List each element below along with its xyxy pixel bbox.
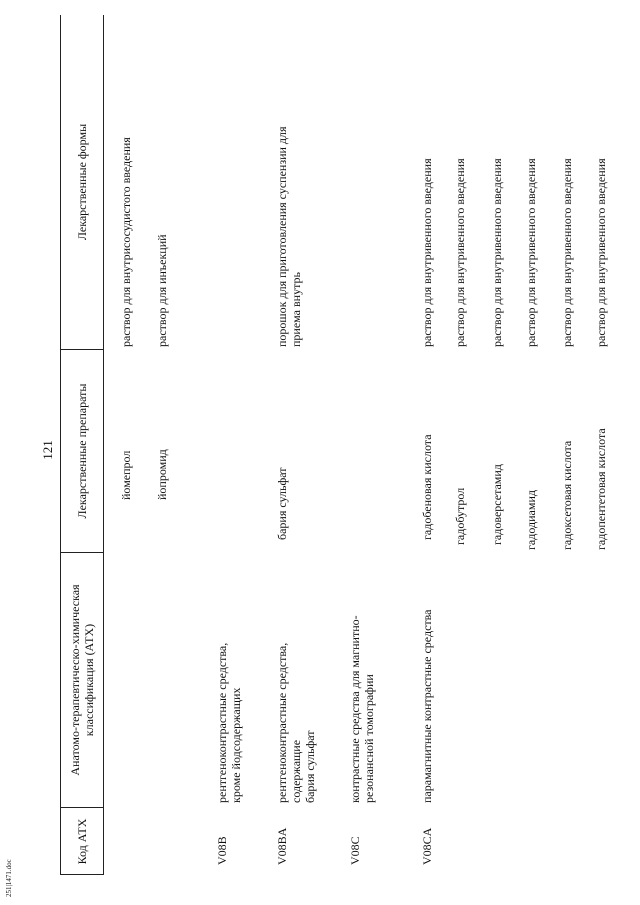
atc-code: V08CA <box>420 827 434 865</box>
atc-classification-line: бария сульфат <box>303 730 317 803</box>
dosage-form-line: раствор для внутривенного введения <box>594 158 608 347</box>
dosage-form <box>155 17 169 347</box>
header-code: Код АТХ <box>74 818 89 865</box>
atc-code: V08C <box>348 836 362 865</box>
header-divider-3 <box>60 349 103 350</box>
atc-classification <box>420 553 434 803</box>
drug-name: йопромид <box>155 449 169 500</box>
atc-code: V08BA <box>275 827 289 865</box>
drug-name: бария сульфат <box>275 467 289 540</box>
dosage-form <box>420 17 434 347</box>
atc-classification <box>215 553 243 803</box>
dosage-form <box>594 17 608 347</box>
drug-name: йомепрол <box>119 450 133 500</box>
atc-classification-line: кроме йодсодержащих <box>229 687 243 803</box>
header-drugs: Лекарственные препараты <box>74 383 89 519</box>
dosage-form <box>490 17 504 347</box>
drug-name: гадобутрол <box>453 487 467 545</box>
atc-classification-line: рентгеноконтрастные средства, <box>275 642 289 803</box>
dosage-form-line: раствор для инъекций <box>155 234 169 347</box>
dosage-form <box>119 17 133 347</box>
dosage-form <box>275 17 303 347</box>
atc-classification-line: парамагнитные контрастные средства <box>420 609 434 803</box>
atc-classification-line: контрастные средства для магнитно- <box>348 615 362 803</box>
dosage-form-line: раствор для внутривенного введения <box>453 158 467 347</box>
dosage-form-line: раствор для внутривенного введения <box>420 158 434 347</box>
header-classification: Анатомо-терапевтическо-химическая классификация (АТХ) <box>67 584 96 776</box>
atc-classification-line: содержащие <box>289 739 303 803</box>
dosage-form <box>560 17 574 347</box>
drug-name: гадоверсетамид <box>490 464 504 545</box>
atc-code: V08B <box>215 836 229 865</box>
dosage-form <box>524 17 538 347</box>
drug-name: гадобеновая кислота <box>420 434 434 540</box>
drug-name: гадодиамид <box>524 490 538 550</box>
dosage-form-line: раствор для внутривенного введения <box>560 158 574 347</box>
dosage-form-line: раствор для внутривенного введения <box>524 158 538 347</box>
document-filename: 251|1471.doc <box>5 859 13 897</box>
dosage-form-line: приема внутрь <box>289 272 303 347</box>
dosage-form <box>453 17 467 347</box>
header-divider-2 <box>60 552 103 553</box>
header-bottom-border <box>103 15 104 875</box>
page-number: 121 <box>40 440 55 460</box>
atc-classification <box>275 553 317 803</box>
atc-classification-line: рентгеноконтрастные средства, <box>215 642 229 803</box>
drug-name: гадоксетовая кислота <box>560 440 574 550</box>
drug-name: гадопентетовая кислота <box>594 428 608 550</box>
header-forms: Лекарственные формы <box>74 123 89 241</box>
atc-classification <box>348 553 376 803</box>
dosage-form-line: раствор для внутривенного введения <box>490 158 504 347</box>
atc-classification-line: резонансной томографии <box>362 674 376 803</box>
dosage-form-line: раствор для внутрисосудистого введения <box>119 137 133 347</box>
dosage-form-line: порошок для приготовления суспензии для <box>275 126 289 347</box>
